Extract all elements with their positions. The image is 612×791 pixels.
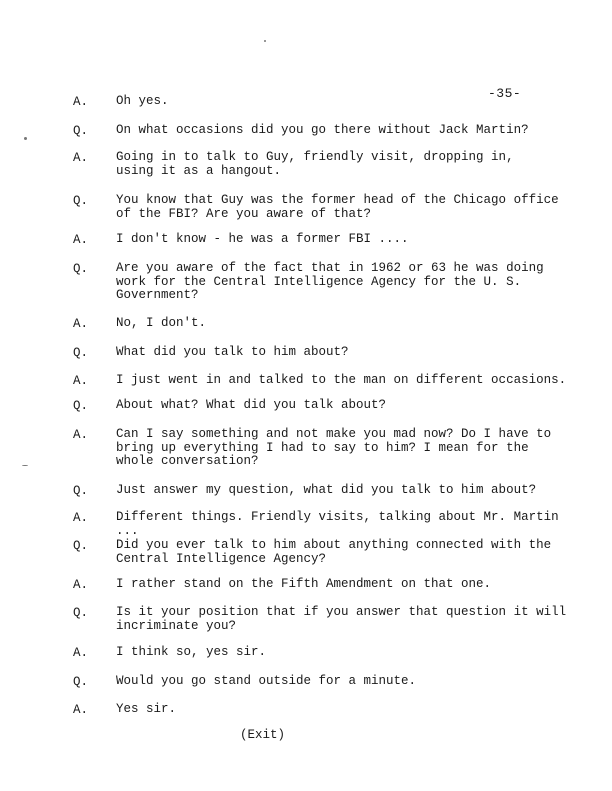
speaker-label: Q. bbox=[73, 484, 89, 498]
entry-text: What did you talk to him about? bbox=[116, 345, 349, 359]
scan-speck bbox=[22, 465, 28, 466]
entry-text: Would you go stand outside for a minute. bbox=[116, 674, 417, 688]
entry-text: No, I don't. bbox=[116, 316, 207, 330]
speaker-label: Q. bbox=[73, 606, 89, 620]
entry-text: Oh yes. bbox=[116, 94, 169, 108]
speaker-label: Q. bbox=[73, 675, 89, 689]
entry-text: On what occasions did you go there without Jack Martin? bbox=[116, 123, 529, 137]
entry-text: Yes sir. bbox=[116, 702, 177, 716]
speaker-label: Q. bbox=[73, 346, 89, 360]
speaker-label: A. bbox=[73, 317, 89, 331]
speaker-label: A. bbox=[73, 374, 89, 388]
entry-text: Going in to talk to Guy, friendly visit, dropping in, using it as a hangout. bbox=[116, 150, 514, 178]
entry-text: Are you aware of the fact that in 1962 or 63 he was doing work for the Central Intelligence Agency for the U. S. Government? bbox=[116, 261, 544, 302]
speaker-label: A. bbox=[73, 151, 89, 165]
speaker-label: A. bbox=[73, 233, 89, 247]
entry-text: I just went in and talked to the man on different occasions. bbox=[116, 373, 567, 387]
speaker-label: A. bbox=[73, 95, 89, 109]
entry-text: You know that Guy was the former head of the Chicago office of the FBI? Are you aware of that? bbox=[116, 193, 559, 221]
entry-text: I don't know - he was a former FBI .... bbox=[116, 232, 409, 246]
speaker-label: A. bbox=[73, 703, 89, 717]
entry-text: Is it your position that if you answer that question it will incriminate you? bbox=[116, 605, 567, 633]
speaker-label: A. bbox=[73, 428, 89, 442]
exit-note: (Exit) bbox=[240, 728, 286, 742]
entry-text: Did you ever talk to him about anything connected with the Central Intelligence Agency? bbox=[116, 538, 552, 566]
speaker-label: Q. bbox=[73, 262, 89, 276]
speaker-label: A. bbox=[73, 578, 89, 592]
scan-speck bbox=[264, 40, 266, 42]
entry-text: I rather stand on the Fifth Amendment on that one. bbox=[116, 577, 492, 591]
speaker-label: A. bbox=[73, 511, 89, 525]
entry-text: Just answer my question, what did you talk to him about? bbox=[116, 483, 537, 497]
entry-text: About what? What did you talk about? bbox=[116, 398, 387, 412]
speaker-label: Q. bbox=[73, 539, 89, 553]
speaker-label: Q. bbox=[73, 194, 89, 208]
entry-text: Can I say something and not make you mad now? Do I have to bring up everything I had to say to him? I mean for the whole conversation? bbox=[116, 427, 552, 468]
entry-text: I think so, yes sir. bbox=[116, 645, 267, 659]
page-number: -35- bbox=[488, 86, 522, 101]
speaker-label: Q. bbox=[73, 124, 89, 138]
speaker-label: A. bbox=[73, 646, 89, 660]
scan-speck bbox=[24, 137, 27, 140]
entry-text: Different things. Friendly visits, talking about Mr. Martin ... bbox=[116, 510, 559, 538]
speaker-label: Q. bbox=[73, 399, 89, 413]
